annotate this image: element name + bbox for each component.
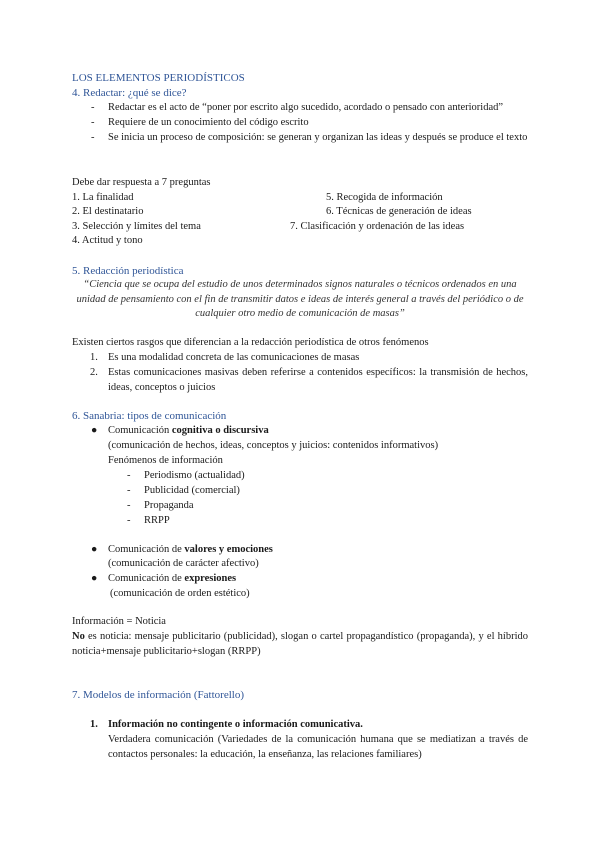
section-4-heading: 4. Redactar: ¿qué se dice? bbox=[72, 87, 187, 99]
s4-bullet-1: Redactar es el acto de “poner por escrito algo sucedido, acordado o pensado con anterioridad” bbox=[108, 102, 504, 113]
phenomenon-3: Propaganda bbox=[144, 500, 194, 511]
question-7: 7. Clasificación y ordenación de las ideas bbox=[290, 221, 465, 232]
definition-quote: “Ciencia que se ocupa del estudio de unos determinados signos naturales o técnicos ordenados en una unidad de pensamiento con el fin de transmitir datos e ideas de interés general a través del periódico o de cualquier otro medio de comunicación de masas” bbox=[76, 279, 524, 320]
section-6-heading: 6. Sanabria: tipos de comunicación bbox=[72, 410, 227, 422]
question-1: 1. La finalidad bbox=[72, 192, 134, 203]
not-news-paragraph: No es noticia: mensaje publicitario (publicidad), slogan o cartel propagandístico (propaganda), y el híbrido noticia+mensaje publicitario+slogan (RRPP) bbox=[72, 631, 528, 657]
list-number: 1. bbox=[90, 352, 98, 363]
dash-bullet: - bbox=[91, 132, 95, 143]
model-1-title: Información no contingente o información comunicativa. bbox=[108, 719, 363, 730]
dash-bullet: - bbox=[127, 500, 131, 511]
dash-bullet: - bbox=[91, 102, 95, 113]
type-values: Comunicación de valores y emociones bbox=[108, 544, 273, 555]
question-5: 5. Recogida de información bbox=[326, 192, 443, 203]
dash-bullet: - bbox=[91, 117, 95, 128]
type-expressions-sub: (comunicación de orden estético) bbox=[110, 588, 250, 599]
question-6: 6. Técnicas de generación de ideas bbox=[326, 206, 472, 217]
list-number: 2. bbox=[90, 367, 98, 378]
phenomena-label: Fenómenos de información bbox=[108, 455, 223, 466]
question-2: 2. El destinatario bbox=[72, 206, 144, 217]
type-cognitive-sub: (comunicación de hechos, ideas, conceptos y juicios: contenidos informativos) bbox=[108, 440, 439, 451]
bullet-dot: ● bbox=[91, 544, 98, 555]
section-5-heading: 5. Redacción periodística bbox=[72, 265, 184, 277]
s5-item-2: Estas comunicaciones masivas deben referirse a contenidos específicos: la transmisión de hechos, ideas, conceptos o juicios bbox=[108, 367, 528, 393]
type-expressions: Comunicación de expresiones bbox=[108, 573, 237, 584]
list-number: 1. bbox=[90, 719, 98, 730]
question-3: 3. Selección y límites del tema bbox=[72, 221, 201, 232]
bullet-dot: ● bbox=[91, 425, 98, 436]
phenomenon-2: Publicidad (comercial) bbox=[144, 485, 240, 496]
page-title: LOS ELEMENTOS PERIODÍSTICOS bbox=[72, 72, 245, 84]
model-1-text: Verdadera comunicación (Variedades de la comunicación humana que se mediatizan a través de contactos personales: la educación, la enseñanza, las relaciones familiares) bbox=[108, 734, 528, 760]
dash-bullet: - bbox=[127, 470, 131, 481]
bullet-dot: ● bbox=[91, 573, 98, 584]
s5-item-1: Es una modalidad concreta de las comunicaciones de masas bbox=[108, 352, 360, 363]
question-4: 4. Actitud y tono bbox=[72, 235, 143, 246]
info-equals-news: Información = Noticia bbox=[72, 616, 166, 627]
section-7-heading: 7. Modelos de información (Fattorello) bbox=[72, 689, 244, 701]
dash-bullet: - bbox=[127, 515, 131, 526]
phenomenon-4: RRPP bbox=[144, 515, 170, 526]
type-values-sub: (comunicación de carácter afectivo) bbox=[108, 558, 259, 569]
phenomenon-1: Periodismo (actualidad) bbox=[144, 470, 245, 481]
s5-intro: Existen ciertos rasgos que diferencian a la redacción periodística de otros fenómenos bbox=[72, 337, 429, 348]
s4-bullet-3: Se inicia un proceso de composición: se generan y organizan las ideas y después se produce el texto bbox=[108, 132, 528, 143]
dash-bullet: - bbox=[127, 485, 131, 496]
s4-intro: Debe dar respuesta a 7 preguntas bbox=[72, 177, 211, 188]
type-cognitive: Comunicación cognitiva o discursiva bbox=[108, 425, 269, 436]
s4-bullet-2: Requiere de un conocimiento del código escrito bbox=[108, 117, 309, 128]
